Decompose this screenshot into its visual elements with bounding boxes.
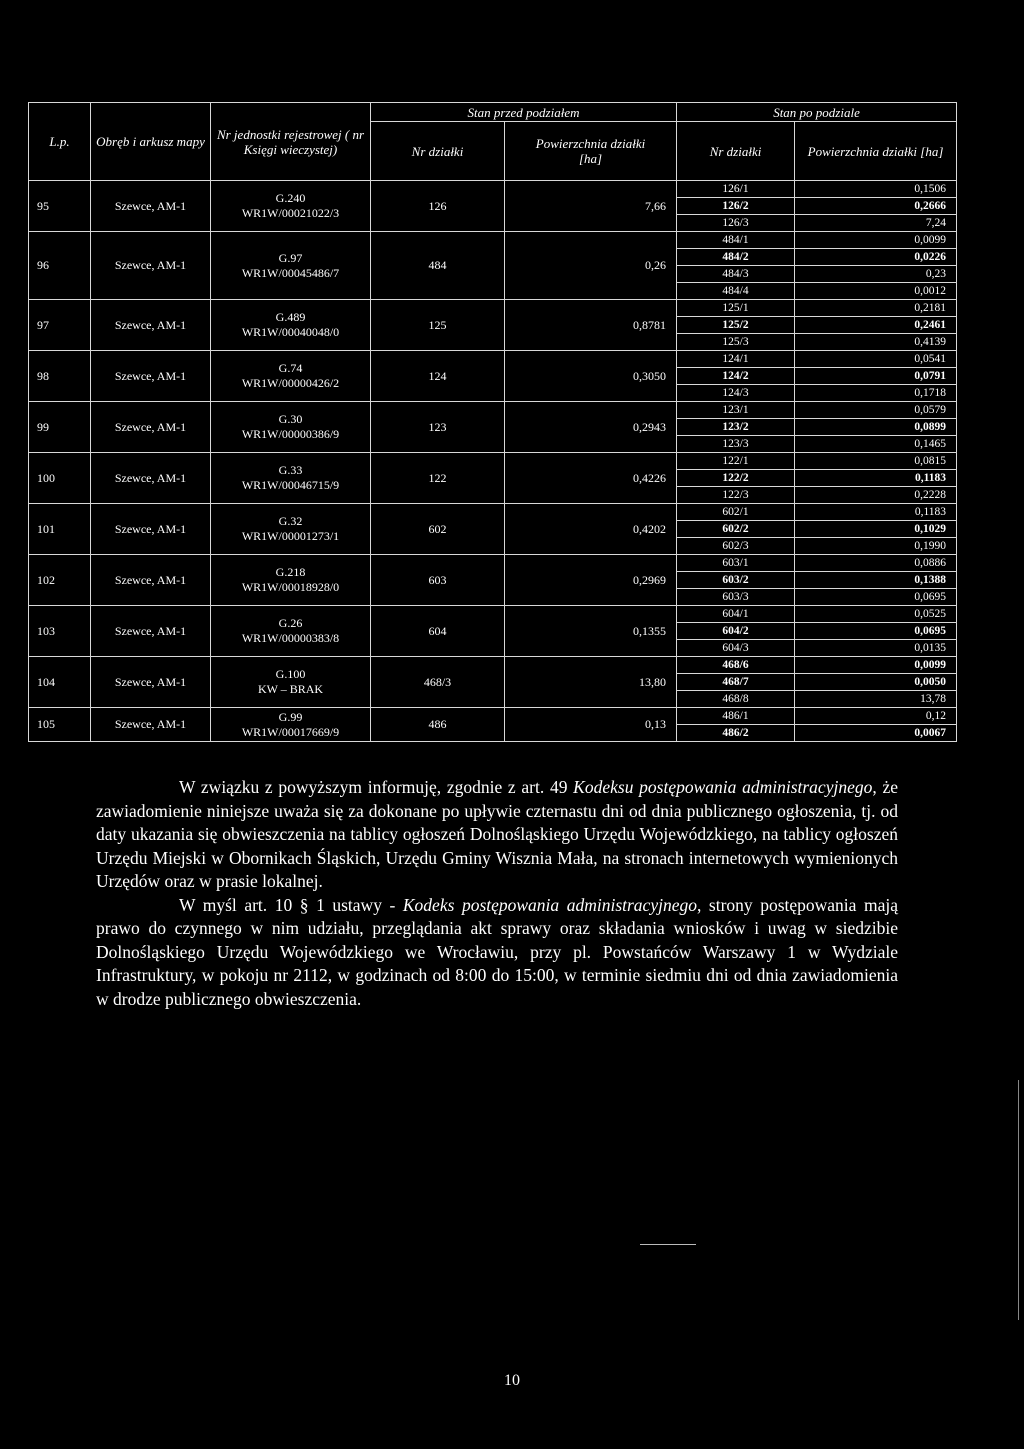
cell-nr-dzialki-po: 603/3 bbox=[677, 589, 795, 606]
cell-nr-dzialki-po: 484/3 bbox=[677, 266, 795, 283]
cell-nr-dzialki-przed: 468/3 bbox=[371, 657, 505, 708]
header-nr-dzialki-przed: Nr działki bbox=[371, 122, 505, 181]
cell-nr-dzialki-przed: 484 bbox=[371, 232, 505, 300]
table-row bbox=[29, 232, 957, 249]
cell-pow-po: 0,23 bbox=[795, 266, 957, 283]
cell-lp: 103 bbox=[29, 606, 91, 657]
cell-obreb: Szewce, AM-1 bbox=[91, 402, 211, 453]
cell-lp: 104 bbox=[29, 657, 91, 708]
cell-pow-po: 0,1506 bbox=[795, 181, 957, 198]
cell-lp: 101 bbox=[29, 504, 91, 555]
parcel-division-table bbox=[28, 102, 957, 742]
cell-nr-dzialki-po: 604/3 bbox=[677, 640, 795, 657]
cell-pow-po: 0,0050 bbox=[795, 674, 957, 691]
cell-nr-dzialki-przed: 123 bbox=[371, 402, 505, 453]
cell-pow-po: 0,0886 bbox=[795, 555, 957, 572]
cell-pow-przed: 0,26 bbox=[505, 232, 677, 300]
cell-pow-przed: 7,66 bbox=[505, 181, 677, 232]
cell-pow-przed: 0,2943 bbox=[505, 402, 677, 453]
cell-nr-dzialki-po: 468/6 bbox=[677, 657, 795, 674]
cell-nr-dzialki-po: 122/2 bbox=[677, 470, 795, 487]
cell-nr-dzialki-po: 603/1 bbox=[677, 555, 795, 572]
header-obreb: Obręb i arkusz mapy bbox=[91, 103, 211, 181]
cell-nr-dzialki-po: 486/2 bbox=[677, 725, 795, 742]
cell-obreb: Szewce, AM-1 bbox=[91, 232, 211, 300]
header-pow-przed: Powierzchnia działki [ha] bbox=[505, 122, 677, 181]
cell-nr-dzialki-po: 123/2 bbox=[677, 419, 795, 436]
cell-lp: 99 bbox=[29, 402, 91, 453]
cell-nr-dzialki-po: 126/2 bbox=[677, 198, 795, 215]
cell-nr-dzialki-po: 125/1 bbox=[677, 300, 795, 317]
cell-lp: 98 bbox=[29, 351, 91, 402]
cell-pow-po: 0,1990 bbox=[795, 538, 957, 555]
cell-obreb: Szewce, AM-1 bbox=[91, 555, 211, 606]
cell-nr-dzialki-po: 468/7 bbox=[677, 674, 795, 691]
cell-pow-po: 0,1029 bbox=[795, 521, 957, 538]
cell-nr-jednostki: G.218 WR1W/00018928/0 bbox=[211, 555, 371, 606]
header-nr-dzialki-po: Nr działki bbox=[677, 122, 795, 181]
cell-lp: 95 bbox=[29, 181, 91, 232]
cell-nr-dzialki-po: 122/3 bbox=[677, 487, 795, 504]
cell-pow-po: 0,0815 bbox=[795, 453, 957, 470]
cell-obreb: Szewce, AM-1 bbox=[91, 181, 211, 232]
cell-nr-dzialki-po: 484/2 bbox=[677, 249, 795, 266]
cell-lp: 97 bbox=[29, 300, 91, 351]
cell-lp: 96 bbox=[29, 232, 91, 300]
cell-pow-po: 0,0579 bbox=[795, 402, 957, 419]
cell-pow-przed: 0,8781 bbox=[505, 300, 677, 351]
cell-lp: 100 bbox=[29, 453, 91, 504]
cell-nr-dzialki-przed: 122 bbox=[371, 453, 505, 504]
cell-pow-po: 0,0695 bbox=[795, 623, 957, 640]
cell-nr-dzialki-po: 602/2 bbox=[677, 521, 795, 538]
table-row bbox=[29, 555, 957, 572]
cell-pow-po: 0,0067 bbox=[795, 725, 957, 742]
cell-nr-dzialki-po: 125/2 bbox=[677, 317, 795, 334]
cell-pow-po: 0,1183 bbox=[795, 470, 957, 487]
table-row bbox=[29, 181, 957, 198]
table-row bbox=[29, 606, 957, 623]
cell-nr-jednostki: G.32 WR1W/00001273/1 bbox=[211, 504, 371, 555]
cell-obreb: Szewce, AM-1 bbox=[91, 504, 211, 555]
cell-nr-dzialki-przed: 603 bbox=[371, 555, 505, 606]
table-row bbox=[29, 402, 957, 419]
scan-artifact-edge bbox=[1018, 1080, 1019, 1320]
cell-nr-dzialki-po: 126/3 bbox=[677, 215, 795, 232]
cell-nr-jednostki: G.489 WR1W/00040048/0 bbox=[211, 300, 371, 351]
cell-nr-jednostki: G.99 WR1W/00017669/9 bbox=[211, 708, 371, 742]
cell-lp: 102 bbox=[29, 555, 91, 606]
cell-pow-po: 0,2461 bbox=[795, 317, 957, 334]
cell-nr-dzialki-po: 123/3 bbox=[677, 436, 795, 453]
scan-artifact-dash bbox=[640, 1244, 696, 1245]
cell-pow-po: 0,12 bbox=[795, 708, 957, 725]
cell-pow-przed: 0,4226 bbox=[505, 453, 677, 504]
cell-obreb: Szewce, AM-1 bbox=[91, 657, 211, 708]
cell-nr-dzialki-przed: 604 bbox=[371, 606, 505, 657]
cell-pow-po: 0,2666 bbox=[795, 198, 957, 215]
cell-nr-dzialki-po: 468/8 bbox=[677, 691, 795, 708]
cell-nr-dzialki-po: 602/3 bbox=[677, 538, 795, 555]
cell-pow-po: 0,0695 bbox=[795, 589, 957, 606]
table-row bbox=[29, 657, 957, 674]
cell-obreb: Szewce, AM-1 bbox=[91, 351, 211, 402]
cell-nr-jednostki: G.33 WR1W/00046715/9 bbox=[211, 453, 371, 504]
cell-pow-po: 0,0525 bbox=[795, 606, 957, 623]
cell-pow-przed: 0,4202 bbox=[505, 504, 677, 555]
cell-nr-dzialki-po: 604/1 bbox=[677, 606, 795, 623]
table-row bbox=[29, 300, 957, 317]
cell-pow-przed: 0,1355 bbox=[505, 606, 677, 657]
cell-nr-dzialki-po: 123/1 bbox=[677, 402, 795, 419]
page-number: 10 bbox=[504, 1372, 520, 1389]
cell-pow-po: 0,2228 bbox=[795, 487, 957, 504]
header-lp: L.p. bbox=[29, 103, 91, 181]
header-pow-po: Powierzchnia działki [ha] bbox=[795, 122, 957, 181]
paragraph-2: W myśl art. 10 § 1 ustawy - Kodeks postępowania administracyjnego, strony postępowania mają prawo do czynnego w nim udziału, przeglądania akt sprawy oraz składania wniosków i uwag w siedzibie Dolnośląskiego Urzędu Wojewódzkiego we Wrocławiu, przy pl. Powstańców Warszawy 1 w Wydziale Infrastruktury, w pokoju nr 2112, w godzinach od 8:00 do 15:00, w terminie siedmiu dni od dnia zawiadomienia w drodze publicznego obwieszczenia. bbox=[96, 894, 898, 1009]
cell-nr-jednostki: G.30 WR1W/00000386/9 bbox=[211, 402, 371, 453]
cell-pow-po: 0,1465 bbox=[795, 436, 957, 453]
cell-nr-dzialki-po: 124/3 bbox=[677, 385, 795, 402]
cell-nr-dzialki-po: 124/1 bbox=[677, 351, 795, 368]
cell-nr-jednostki: G.74 WR1W/00000426/2 bbox=[211, 351, 371, 402]
table-body bbox=[29, 181, 957, 742]
cell-pow-po: 0,1183 bbox=[795, 504, 957, 521]
cell-nr-jednostki: G.240 WR1W/00021022/3 bbox=[211, 181, 371, 232]
cell-nr-dzialki-po: 604/2 bbox=[677, 623, 795, 640]
cell-nr-dzialki-po: 125/3 bbox=[677, 334, 795, 351]
cell-pow-po: 0,0135 bbox=[795, 640, 957, 657]
cell-pow-przed: 0,13 bbox=[505, 708, 677, 742]
cell-pow-przed: 13,80 bbox=[505, 657, 677, 708]
cell-pow-po: 0,0541 bbox=[795, 351, 957, 368]
cell-pow-po: 0,1718 bbox=[795, 385, 957, 402]
cell-pow-po: 7,24 bbox=[795, 215, 957, 232]
cell-nr-dzialki-po: 484/4 bbox=[677, 283, 795, 300]
cell-nr-dzialki-przed: 486 bbox=[371, 708, 505, 742]
cell-pow-przed: 0,2969 bbox=[505, 555, 677, 606]
cell-nr-dzialki-po: 484/1 bbox=[677, 232, 795, 249]
table-row bbox=[29, 708, 957, 725]
header-nr-jednostki: Nr jednostki rejestrowej ( nr Księgi wieczystej) bbox=[211, 103, 371, 181]
cell-pow-po: 0,2181 bbox=[795, 300, 957, 317]
cell-pow-po: 0,0012 bbox=[795, 283, 957, 300]
cell-pow-po: 0,0099 bbox=[795, 232, 957, 249]
cell-pow-po: 0,0226 bbox=[795, 249, 957, 266]
cell-nr-dzialki-przed: 126 bbox=[371, 181, 505, 232]
cell-lp: 105 bbox=[29, 708, 91, 742]
cell-nr-dzialki-przed: 602 bbox=[371, 504, 505, 555]
cell-nr-dzialki-po: 126/1 bbox=[677, 181, 795, 198]
cell-nr-jednostki: G.100 KW – BRAK bbox=[211, 657, 371, 708]
cell-obreb: Szewce, AM-1 bbox=[91, 453, 211, 504]
cell-obreb: Szewce, AM-1 bbox=[91, 606, 211, 657]
cell-nr-dzialki-po: 602/1 bbox=[677, 504, 795, 521]
table-row bbox=[29, 453, 957, 470]
cell-nr-dzialki-po: 486/1 bbox=[677, 708, 795, 725]
cell-pow-po: 0,0099 bbox=[795, 657, 957, 674]
cell-nr-jednostki: G.26 WR1W/00000383/8 bbox=[211, 606, 371, 657]
cell-pow-po: 0,0791 bbox=[795, 368, 957, 385]
notice-text bbox=[96, 776, 898, 1011]
cell-nr-dzialki-po: 124/2 bbox=[677, 368, 795, 385]
header-stan-przed: Stan przed podziałem bbox=[371, 103, 677, 122]
table-row bbox=[29, 504, 957, 521]
cell-nr-dzialki-przed: 125 bbox=[371, 300, 505, 351]
cell-pow-po: 0,1388 bbox=[795, 572, 957, 589]
cell-pow-przed: 0,3050 bbox=[505, 351, 677, 402]
cell-nr-dzialki-po: 122/1 bbox=[677, 453, 795, 470]
cell-obreb: Szewce, AM-1 bbox=[91, 708, 211, 742]
paragraph-1: W związku z powyższym informuję, zgodnie z art. 49 Kodeksu postępowania administracyjnego, że zawiadomienie niniejsze uważa się za dokonane po upływie czternastu dni od dnia publicznego ogłoszenia, tj. od daty ukazania się obwieszczenia na tablicy ogłoszeń Dolnośląskiego Urzędu Wojewódzkiego, na tablicy ogłoszeń Urzędu Miejski w Obornikach Śląskich, Urzędu Gminy Wisznia Mała, na stronach internetowych wymienionych Urzędów oraz w prasie lokalnej. bbox=[96, 777, 898, 891]
cell-pow-po: 0,0899 bbox=[795, 419, 957, 436]
cell-obreb: Szewce, AM-1 bbox=[91, 300, 211, 351]
cell-nr-dzialki-przed: 124 bbox=[371, 351, 505, 402]
cell-pow-po: 0,4139 bbox=[795, 334, 957, 351]
cell-nr-jednostki: G.97 WR1W/00045486/7 bbox=[211, 232, 371, 300]
cell-pow-po: 13,78 bbox=[795, 691, 957, 708]
cell-nr-dzialki-po: 603/2 bbox=[677, 572, 795, 589]
header-stan-po: Stan po podziale bbox=[677, 103, 957, 122]
table-row bbox=[29, 351, 957, 368]
